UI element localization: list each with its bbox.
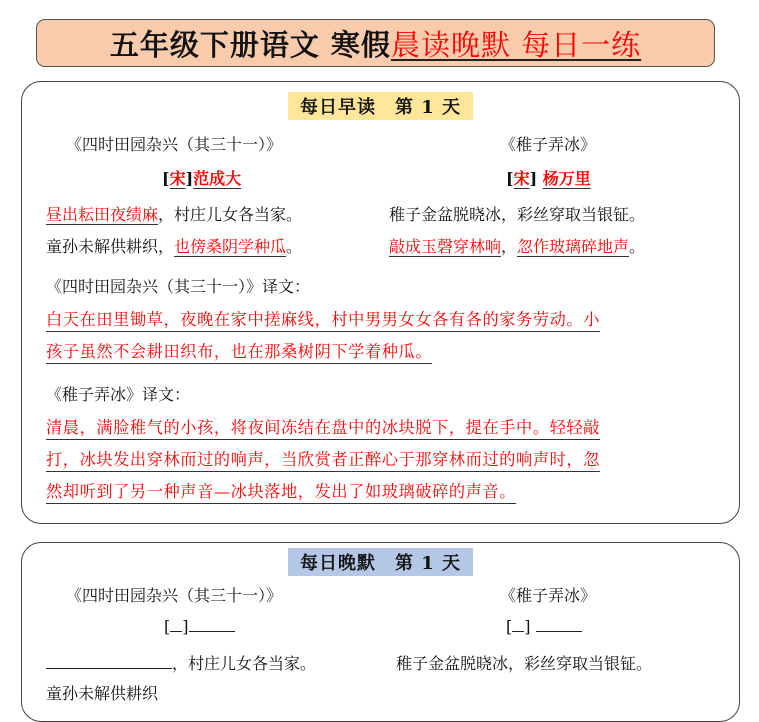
morning-reading-panel <box>21 81 740 524</box>
poem1-author: 范成大 <box>193 169 242 188</box>
translation1-line1: 白天在田里锄草，夜晚在家中搓麻线，村中男男女女各有各的家务劳动。小 <box>46 310 600 329</box>
poem1-line2-answer: 也傍桑阴学种瓜 <box>174 237 287 256</box>
line-fill-blank[interactable] <box>46 654 172 669</box>
evening-poem1-title: 《四时田园杂兴（其三十一）》 <box>66 586 283 605</box>
evening-poem2-byline-blank[interactable]: [ ] <box>506 617 582 636</box>
poem1-line1 <box>46 202 302 225</box>
translation2-line2: 打，冰块发出穿林而过的响声，当欣赏者正醉心于那穿林而过的响声时，忽 <box>46 450 600 469</box>
poem2-line1: 稚子金盆脱晓冰，彩丝穿取当银钲。 <box>389 205 646 224</box>
poem1-line1-answer: 昼出耘田夜绩麻 <box>46 205 159 224</box>
poem1-line2 <box>46 234 302 257</box>
poem2-title: 《稚子弄冰》 <box>500 135 597 154</box>
poem1-line2-end: 。 <box>286 237 303 256</box>
translation2-line1: 清晨，满脸稚气的小孩，将夜间冻结在盘中的冰块脱下，提在手中。轻轻敲 <box>46 418 600 437</box>
evening-dictation-panel <box>21 542 740 722</box>
poem2-line2-answer-a: 敲成玉磬穿林响 <box>389 237 502 256</box>
translation2-line3: 然却听到了另一种声音—冰块落地，发出了如玻璃破碎的声音。 <box>46 482 517 501</box>
poem2-author: 杨万里 <box>542 169 591 188</box>
poem1-byline: [宋]范成大 <box>162 169 242 188</box>
worksheet-title-banner <box>36 19 715 67</box>
dynasty-blank[interactable] <box>170 618 182 632</box>
morning-header <box>22 92 739 120</box>
poem1-title: 《四时田园杂兴（其三十一）》 <box>66 135 283 154</box>
translation1-text <box>46 304 718 368</box>
poem2-line2-comma: ， <box>501 237 518 256</box>
evening-header-label: 每日晚默 第 1 天 <box>288 548 473 576</box>
evening-poem2-line1: 稚子金盆脱晓冰，彩丝穿取当银钲。 <box>396 654 653 673</box>
title-grade-text: 五年级下册语文 寒假 <box>109 27 391 62</box>
evening-poem1-line2: 童孙未解供耕织 <box>46 684 159 703</box>
evening-poem2-title: 《稚子弄冰》 <box>500 586 597 605</box>
evening-poem1-line1 <box>46 651 316 674</box>
poem2-dynasty: 宋 <box>513 169 530 188</box>
author-blank[interactable] <box>536 617 582 632</box>
title-highlight-text: 晨读晚默 每日一练 <box>390 27 642 62</box>
poem1-line1-rest: ，村庄儿女各当家。 <box>158 205 303 224</box>
evening-poem1-byline-blank[interactable]: [ ] <box>164 617 235 636</box>
evening-poem1-line1-rest: ，村庄儿女各当家。 <box>172 654 317 673</box>
author-blank[interactable] <box>189 617 235 632</box>
dynasty-blank[interactable] <box>512 618 524 632</box>
translation1-label: 《四时田园杂兴（其三十一）》译文： <box>46 277 311 296</box>
translation2-text <box>46 412 718 508</box>
poem2-line2 <box>389 234 645 257</box>
morning-header-label: 每日早读 第 1 天 <box>288 92 473 120</box>
poem1-line2-start: 童孙未解供耕织， <box>46 237 175 256</box>
translation2-label: 《稚子弄冰》译文： <box>46 385 191 404</box>
poem1-dynasty: 宋 <box>169 169 186 188</box>
poem2-byline: [宋] 杨万里 <box>506 169 591 188</box>
translation1-line2: 孩子虽然不会耕田织布，也在那桑树阴下学着种瓜。 <box>46 342 433 361</box>
poem2-line2-end: 。 <box>629 237 646 256</box>
poem2-line2-answer-b: 忽作玻璃碎地声 <box>517 237 630 256</box>
evening-header <box>22 548 739 576</box>
